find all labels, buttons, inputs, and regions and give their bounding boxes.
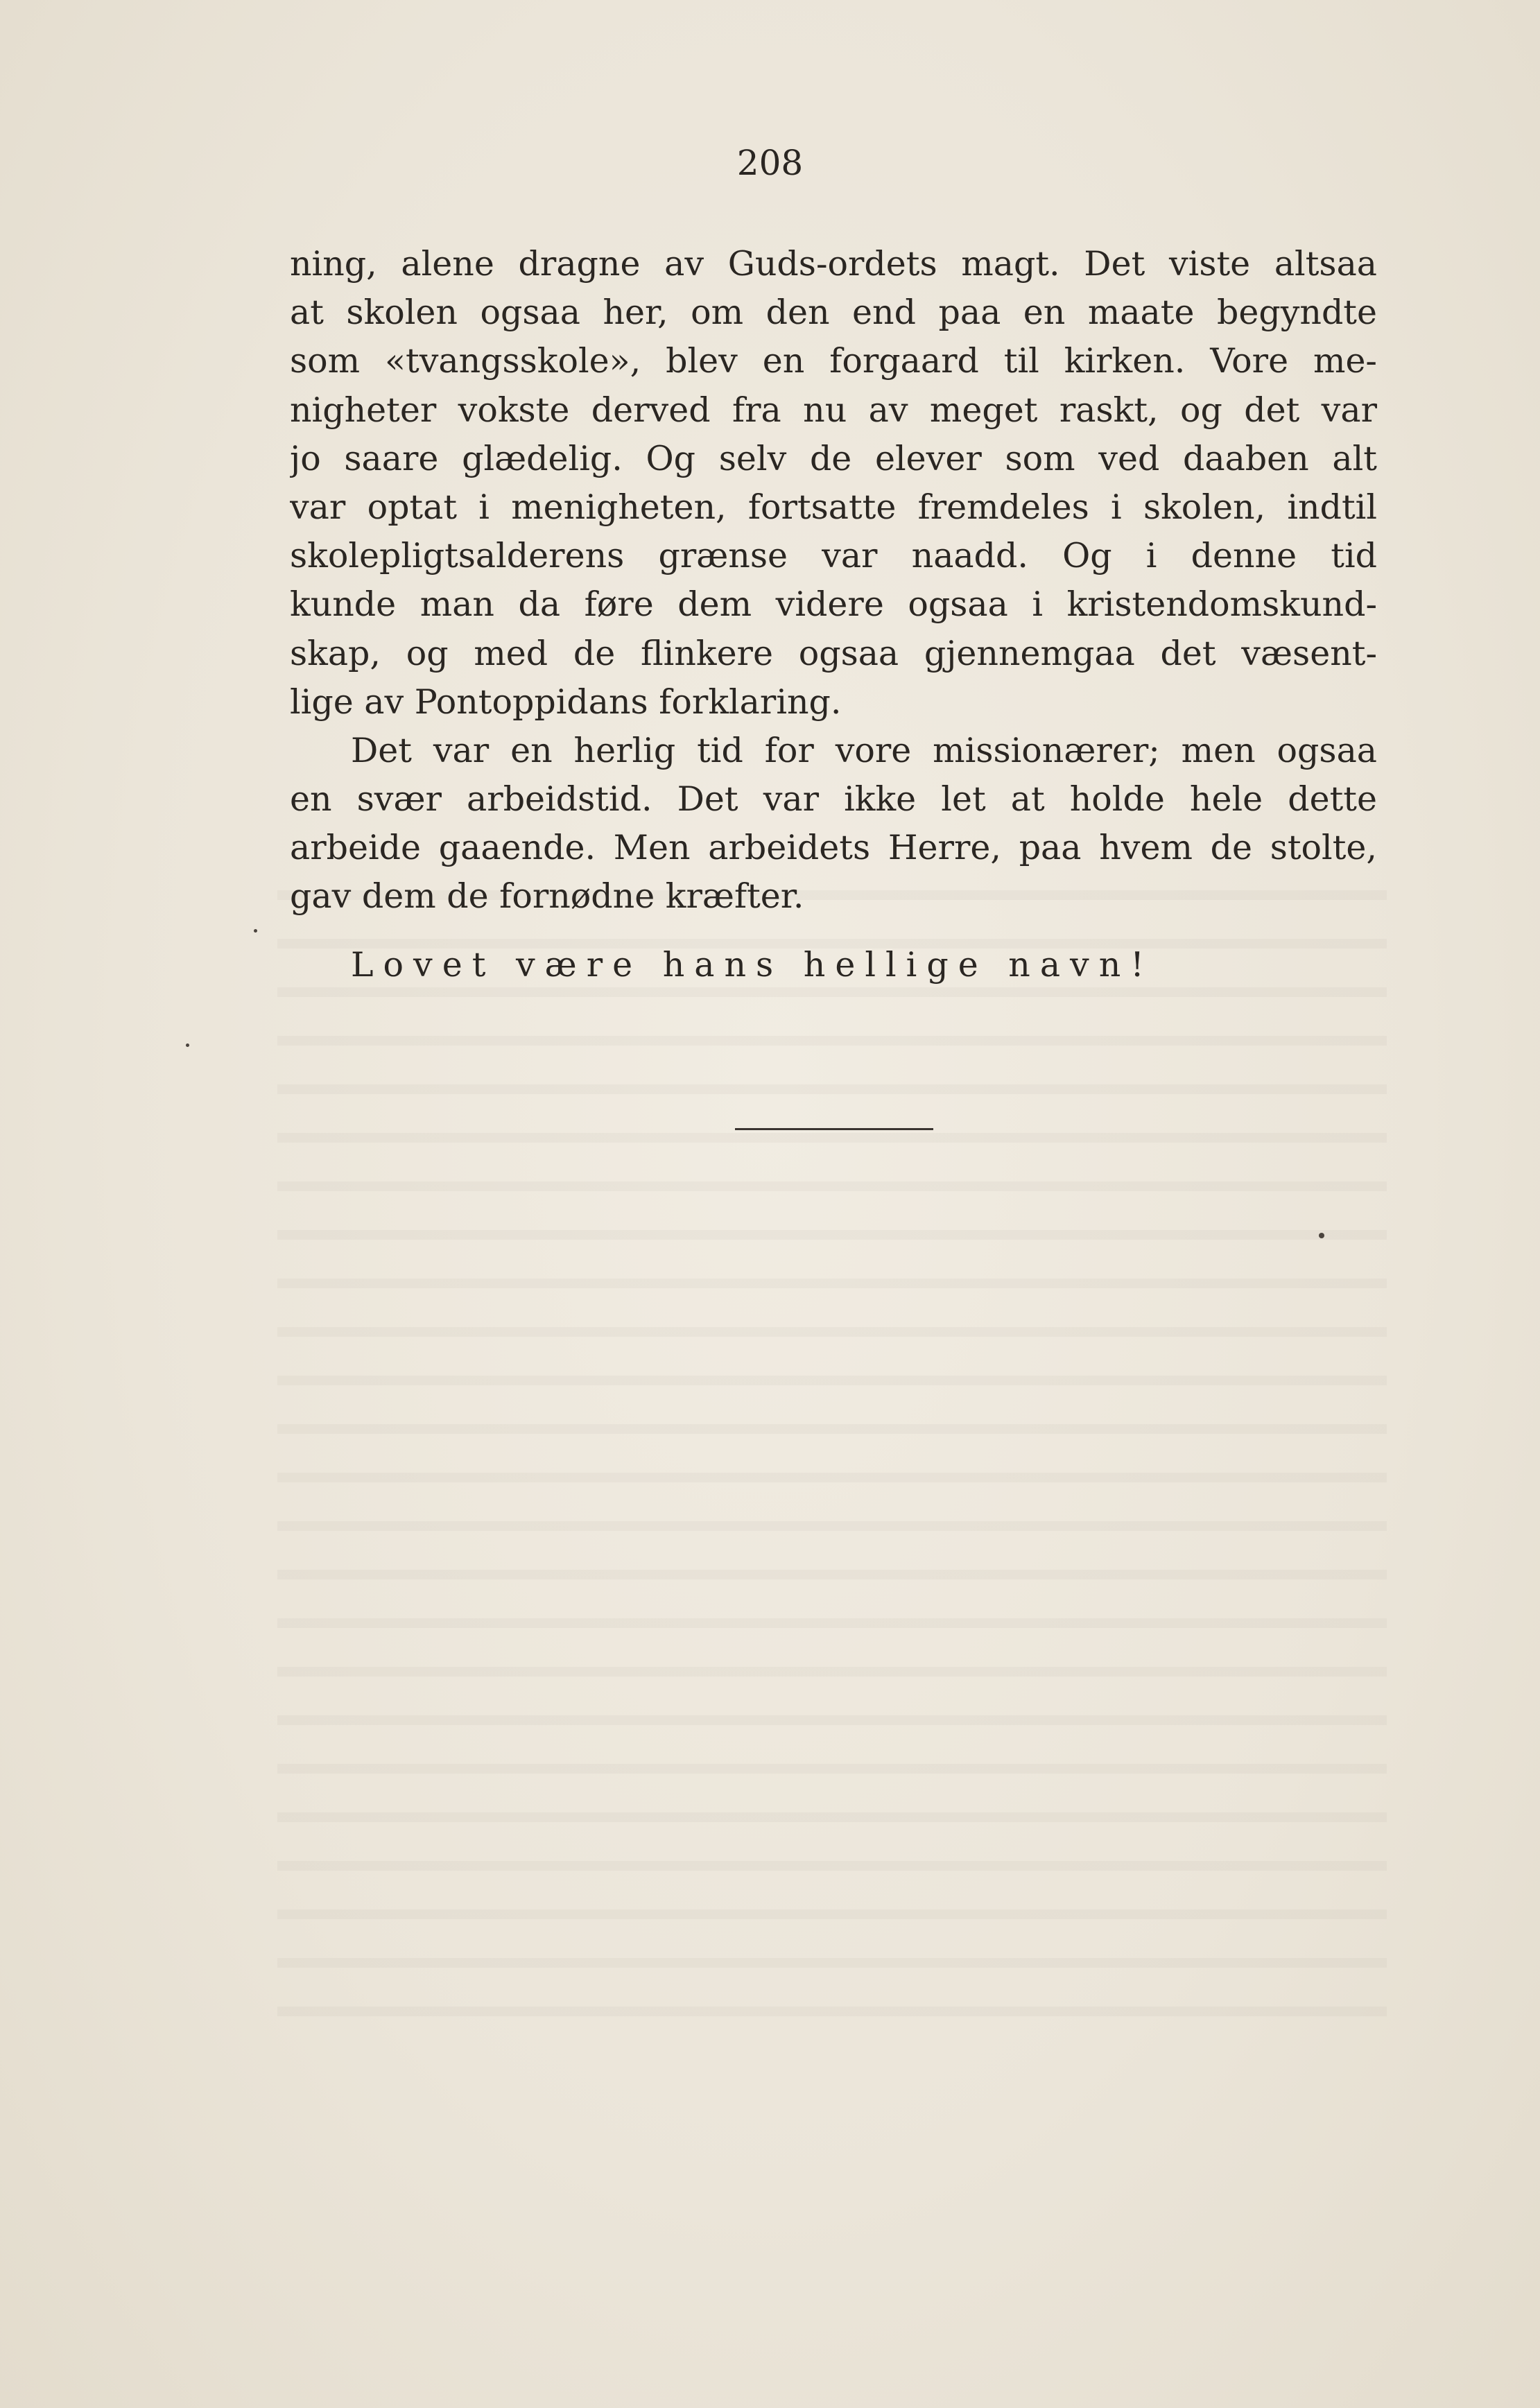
text-line: Det var en herlig tid for vore missionærer; men ogsaa	[351, 730, 1377, 770]
text-line: at skolen ogsaa her, om den end paa en maate begyndte	[290, 293, 1377, 333]
page-number: 208	[736, 143, 804, 183]
text-line: arbeide gaaende. Men arbeidets Herre, paa hvem de stolte,	[290, 828, 1377, 868]
text-line: skap, og med de flinkere ogsaa gjennemgaa det væsent-	[290, 633, 1377, 673]
ink-speck	[1319, 1233, 1324, 1238]
text-line: gav dem de fornødne kræfter.	[290, 876, 804, 917]
text-line: var optat i menigheten, fortsatte fremdeles i skolen, indtil	[290, 487, 1377, 527]
text-line: nigheter vokste derved fra nu av meget raskt, og det var	[290, 390, 1377, 430]
text-line: som «tvangsskole», blev en forgaard til kirken. Vore me-	[290, 341, 1377, 381]
text-line: lige av Pontoppidans forklaring.	[290, 682, 842, 722]
closing-line: Lovet være hans hellige navn!	[351, 945, 1154, 985]
text-line: skolepligtsalderens grænse var naadd. Og i denne tid	[290, 536, 1377, 576]
bleed-through-texture	[277, 867, 1387, 2045]
end-rule	[735, 1128, 933, 1130]
text-line: ning, alene dragne av Guds-ordets magt. Det viste altsaa	[290, 244, 1377, 284]
text-line: en svær arbeidstid. Det var ikke let at holde hele dette	[290, 779, 1377, 820]
ink-speck	[254, 929, 257, 933]
body-text	[290, 240, 1377, 921]
text-line: kunde man da føre dem videre ogsaa i kristendomskund-	[290, 584, 1377, 625]
text-line: jo saare glædelig. Og selv de elever som ved daaben alt	[290, 438, 1377, 478]
ink-speck	[186, 1043, 189, 1047]
